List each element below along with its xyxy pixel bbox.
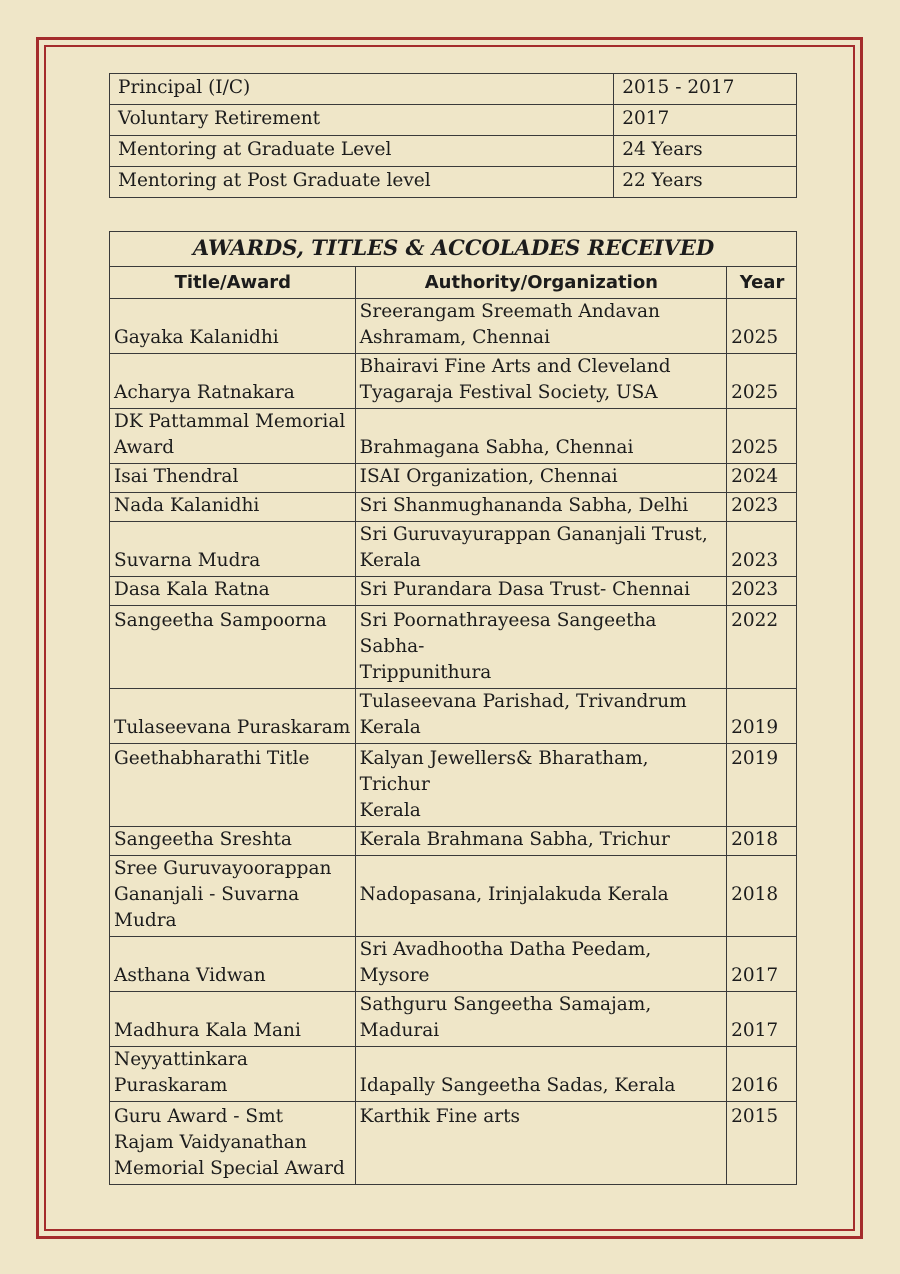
award-row [110, 354, 797, 409]
award-authority: Sathguru Sangeetha Samajam, Madurai [355, 992, 726, 1047]
award-title: Sangeetha Sampoorna [110, 606, 356, 689]
award-authority: Sri Poornathrayeesa Sangeetha Sabha- Trippunithura [355, 606, 726, 689]
award-year: 2024 [727, 464, 797, 493]
award-authority: Idapally Sangeetha Sadas, Kerala [355, 1047, 726, 1102]
award-authority: Sri Guruvayurappan Gananjali Trust, Kerala [355, 522, 726, 577]
award-year: 2018 [727, 856, 797, 937]
award-authority: Kerala Brahmana Sabha, Trichur [355, 827, 726, 856]
award-authority: Sri Shanmughananda Sabha, Delhi [355, 493, 726, 522]
award-authority: Bhairavi Fine Arts and Cleveland Tyagaraja Festival Society, USA [355, 354, 726, 409]
award-year: 2025 [727, 299, 797, 354]
award-row [110, 856, 797, 937]
award-title: DK Pattammal Memorial Award [110, 409, 356, 464]
career-row [110, 167, 797, 198]
award-year: 2025 [727, 354, 797, 409]
award-title: Gayaka Kalanidhi [110, 299, 356, 354]
award-title: Geethabharathi Title [110, 744, 356, 827]
award-title: Acharya Ratnakara [110, 354, 356, 409]
award-row [110, 606, 797, 689]
career-row [110, 74, 797, 105]
award-row [110, 493, 797, 522]
column-header-authority: Authority/Organization [355, 267, 726, 299]
award-title: Sangeetha Sreshta [110, 827, 356, 856]
career-label: Mentoring at Post Graduate level [110, 167, 614, 198]
award-title: Isai Thendral [110, 464, 356, 493]
award-title: Guru Award - Smt Rajam Vaidyanathan Memorial Special Award [110, 1102, 356, 1185]
awards-heading: AWARDS, TITLES & ACCOLADES RECEIVED [110, 232, 797, 267]
award-year: 2023 [727, 577, 797, 606]
career-value: 22 Years [614, 167, 797, 198]
career-value: 2017 [614, 105, 797, 136]
award-title: Madhura Kala Mani [110, 992, 356, 1047]
column-header-title: Title/Award [110, 267, 356, 299]
career-value: 2015 - 2017 [614, 74, 797, 105]
award-year: 2019 [727, 744, 797, 827]
award-row [110, 937, 797, 992]
award-row [110, 1102, 797, 1185]
award-row [110, 577, 797, 606]
award-title: Dasa Kala Ratna [110, 577, 356, 606]
award-row [110, 409, 797, 464]
award-title: Nada Kalanidhi [110, 493, 356, 522]
award-year: 2025 [727, 409, 797, 464]
column-header-year: Year [727, 267, 797, 299]
award-authority: Karthik Fine arts [355, 1102, 726, 1185]
award-title: Tulaseevana Puraskaram [110, 689, 356, 744]
award-authority: Nadopasana, Irinjalakuda Kerala [355, 856, 726, 937]
award-year: 2016 [727, 1047, 797, 1102]
award-title: Sree Guruvayoorappan Gananjali - Suvarna Mudra [110, 856, 356, 937]
award-year: 2022 [727, 606, 797, 689]
career-row [110, 136, 797, 167]
award-row [110, 992, 797, 1047]
award-year: 2023 [727, 493, 797, 522]
award-row [110, 464, 797, 493]
award-row [110, 1047, 797, 1102]
award-year: 2018 [727, 827, 797, 856]
award-row [110, 689, 797, 744]
award-authority: Sri Avadhootha Datha Peedam, Mysore [355, 937, 726, 992]
career-table [109, 73, 797, 198]
award-authority: Kalyan Jewellers& Bharatham, Trichur Kerala [355, 744, 726, 827]
award-year: 2017 [727, 937, 797, 992]
career-label: Voluntary Retirement [110, 105, 614, 136]
award-authority: Sreerangam Sreemath Andavan Ashramam, Chennai [355, 299, 726, 354]
career-value: 24 Years [614, 136, 797, 167]
award-authority: Brahmagana Sabha, Chennai [355, 409, 726, 464]
award-title: Neyyattinkara Puraskaram [110, 1047, 356, 1102]
awards-table [109, 231, 797, 1185]
award-title: Asthana Vidwan [110, 937, 356, 992]
award-row [110, 522, 797, 577]
award-row [110, 299, 797, 354]
award-row [110, 827, 797, 856]
award-year: 2017 [727, 992, 797, 1047]
award-title: Suvarna Mudra [110, 522, 356, 577]
career-row [110, 105, 797, 136]
award-year: 2023 [727, 522, 797, 577]
award-year: 2019 [727, 689, 797, 744]
career-label: Principal (I/C) [110, 74, 614, 105]
award-year: 2015 [727, 1102, 797, 1185]
award-authority: Tulaseevana Parishad, Trivandrum Kerala [355, 689, 726, 744]
award-authority: Sri Purandara Dasa Trust- Chennai [355, 577, 726, 606]
career-label: Mentoring at Graduate Level [110, 136, 614, 167]
award-row [110, 744, 797, 827]
award-authority: ISAI Organization, Chennai [355, 464, 726, 493]
